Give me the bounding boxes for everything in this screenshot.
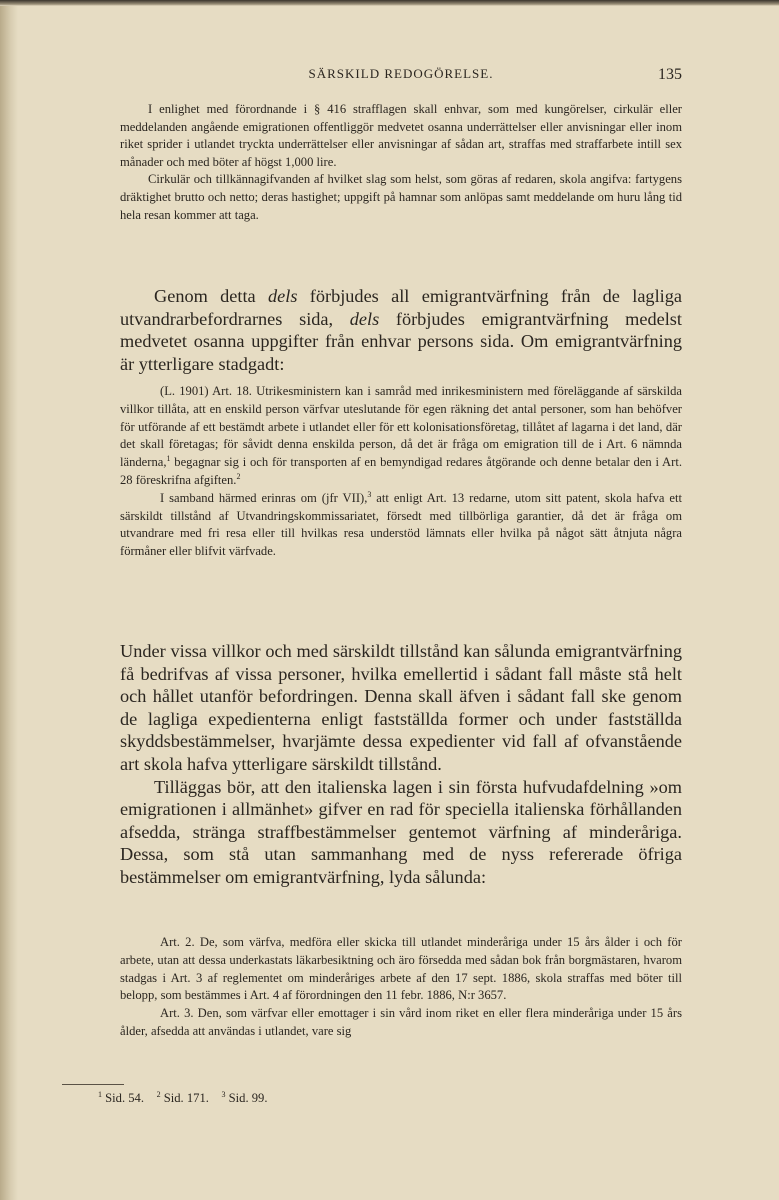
italic-run: dels: [349, 308, 380, 329]
running-title: SÄRSKILD REDOGÖRELSE.: [308, 66, 494, 81]
paragraph-tillaggas: Tilläggas bör, att den italienska lagen i sin första hufvudafdelning »om emigrationen i allmänhet» gifver en rad för speciella italienska förhållanden afsedda, stränga straffbestämmelser gentemot värfning af minderåriga. Dessa, som stå utan sammanhang med de nyss refererade öfriga bestämmelser om emigrantvärfning, lyda sålunda:: [120, 776, 682, 887]
paragraph-law-416: I enlighet med förordnande i § 416 strafflagen skall enhvar, som med kungörelser, cirkulär eller meddelanden angående emigrationen offentliggör medvetet osanna underrättelser eller anvisningar eller inom riket sprider i utlandet tryckta underrättelser eller anvisningar af sådan art, straffas med straffarbete intill sex månader och med böter af högst 1,000 lire.: [120, 102, 682, 169]
text-run: förbjudes emigrantvärfning medelst medvetet osanna uppgifter från enhvar persons sida. Om emigrantvärfning är ytterligare stadgadt:: [120, 308, 682, 374]
footnote-ref: 3: [367, 489, 372, 499]
paragraph-art-2: Art. 2. De, som värfva, medföra eller skicka till utlandet minderåriga under 15 års ålder i och för arbete, utan att dessa underkastats läkarbesiktning och äro försedda med sådan bok från borgmästaren, hvarom stadgas i Art. 3 af reglementet om minderåriges arbete af den 17 sept. 1886, skola straffas med böter till belopp, som bestämmes i Art. 4 af förordningen den 11 febr. 1886, N:r 3657.: [120, 935, 682, 1003]
body-block-2: [120, 640, 682, 889]
paragraph-circulars: Cirkulär och tillkännagifvanden af hvilket slag som helst, som göras af redaren, skola angifva: fartygens dräktighet brutto och netto; deras hastighet; uppgift på hamnar som anlöpas samt meddelande om huru lång tid hela resan kommer att taga.: [120, 172, 682, 222]
footnotes: [98, 1090, 498, 1106]
paragraph-art-13: [120, 490, 682, 561]
text-run: I samband härmed erinras om (jfr VII),: [160, 490, 368, 505]
text-run: att enligt Art. 13 redarne, utom sitt patent, skola hafva ett särskildt tillstånd af Utvandringskommissariatet, försedt med tillbörliga garantier, då det är fråga om utvandrare med fri resa eller till hvilkas resa understöd lämnats eller hvilka på något sätt åtnjuta några förmåner eller blifvit värfvade.: [120, 490, 682, 559]
footnote-ref: 1: [166, 454, 171, 463]
footnote-marker: 2: [156, 1089, 161, 1099]
footnote-text: Sid. 171.: [163, 1091, 209, 1105]
footnote-text: Sid. 99.: [228, 1091, 268, 1105]
running-header: [120, 66, 682, 86]
paragraph-art-3: Art. 3. Den, som värfvar eller emottager i sin vård inom riket en eller flera minderåriga under 15 års ålder, afsedda att användas i utlandet, vare sig: [120, 1006, 682, 1038]
text-run: Genom detta: [154, 286, 268, 306]
text-run: (L. 1901) Art. 18. Utrikesministern kan i samråd med inrikesministern med föreläggande af särskilda villkor tillåta, att en enskild person värfvar uteslutande för egen räkning det antal personer, som han behöfver för utförande af ett bestämdt arbete i utlandet eller för ett kolonisationsföretag, tillåtet af lagarna i det land, där det skall företagas; för såvidt denna enskilda person, då det är fråga om emigration till de i Art. 6 nämnda länderna,: [120, 384, 682, 470]
paragraph-art-18: [120, 383, 682, 490]
footnote-ref: 2: [236, 471, 241, 481]
text-run: begagnar sig i och för transporten af en bemyndigad redares åtgörande och denne betalar den i Art. 28 föreskrifna afgiften.: [120, 455, 682, 487]
footnote-marker: 3: [221, 1089, 226, 1099]
footnote-marker: 1: [98, 1089, 102, 1099]
text-run: förbjudes all emigrantvärfning från de lagliga utvandrarbefordrarnes sida,: [120, 286, 682, 329]
italic-run: dels: [267, 286, 298, 306]
footnote-text: Sid. 54.: [105, 1091, 144, 1105]
small-print-block-3: [120, 934, 682, 1041]
small-print-block-1: [120, 101, 682, 224]
paragraph-under-vissa: Under vissa villkor och med särskildt tillstånd kan sålunda emigrantvärfning få bedrifvas af vissa personer, hvilka emellertid i sådant fall måste stå helt och hållet utanför befordringen. Denna skall äfven i sådant fall ske genom de lagliga expedienterna enligt fastställda former och under fastställda skyddsbestämmelser, hvarjämte dessa expedienter vid fall af ofvanstående art skola hafva ytterligare särskildt tillstånd.: [120, 641, 682, 774]
footnote-divider: [62, 1084, 124, 1085]
paragraph-genom-detta: [120, 285, 682, 375]
body-block-1: [120, 285, 682, 375]
page-number: 135: [658, 66, 682, 83]
small-print-block-2: [120, 383, 682, 561]
